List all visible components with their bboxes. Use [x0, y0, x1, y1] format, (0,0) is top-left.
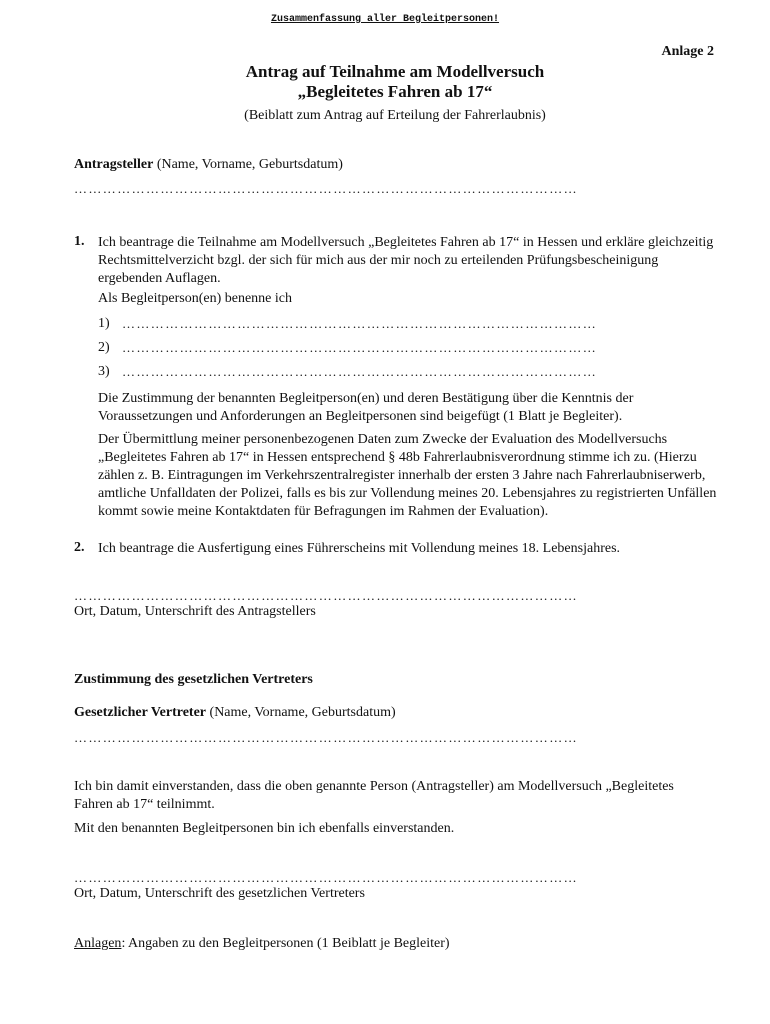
antragsteller-field[interactable]: …………………………………………………………………………………………… [74, 181, 578, 196]
top-banner: Zusammenfassung aller Begleitpersonen! [270, 14, 500, 25]
anlagen-line [74, 936, 450, 952]
zustimmung-text: Die Zustimmung der benannten Begleitperson(en) und deren Bestätigung über die Kenntnis der Voraussetzungen und Anforderungen an Begleitpersonen sind beigefügt (1 Blatt je Begleiter). [98, 391, 634, 424]
antragsteller-label [74, 157, 343, 173]
title-line-2: „Begleitetes Fahren ab 17“ [297, 82, 493, 101]
section-1-text: Ich beantrage die Teilnahme am Modellversuch „Begleitetes Fahren ab 17“ in Hessen und erkläre gleichzeitig Rechtsmittelverzicht bzgl. der sich für mich aus der mir noch zu erteilenden Prüfungsbescheinigung ergebenden Auflagen. [98, 235, 714, 286]
anlage-label: Anlage 2 [661, 44, 714, 59]
section-1-number: 1. [74, 234, 85, 249]
begleitperson-field-2[interactable]: ……………………………………………………………………………………… [122, 340, 598, 355]
anlagen-text: : Angaben zu den Begleitpersonen (1 Beiblatt je Begleiter) [121, 936, 450, 951]
vertreter-signature-field[interactable]: …………………………………………………………………………………………… [74, 870, 578, 885]
subtitle: (Beiblatt zum Antrag auf Erteilung der Fahrerlaubnis) [244, 108, 546, 123]
begleitperson-num-2: 2) [98, 340, 110, 355]
section-2-text: Ich beantrage die Ausfertigung eines Führerscheins mit Vollendung meines 18. Lebensjahres. [98, 541, 621, 556]
datenschutz-text: Der Übermittlung meiner personenbezogenen Daten zum Zwecke der Evaluation des Modellversuchs „Begleitetes Fahren ab 17“ in Hessen entsprechend § 48b Fahrerlaubnisverordnung stimme ich zu. (Hierzu zählen z. B. Eintragungen im Verkehrszentralregister innerhalb der ersten 3 Jahre nach Fahrerlaubniserwerb, amtliche Unfalldaten der Polizei, falls es bis zur Vollendung meines 20. Lebensjahres zu registrierten Unfällen kommt sowie meine Kontaktdaten für Befragungen im Rahmen der Evaluation). [98, 432, 717, 519]
antragsteller-label-bold: Antragsteller [74, 157, 154, 172]
vertreter-signature-label: Ort, Datum, Unterschrift des gesetzlichen Vertreters [74, 886, 365, 901]
antragsteller-label-rest: (Name, Vorname, Geburtsdatum) [153, 157, 343, 172]
antragsteller-signature-label: Ort, Datum, Unterschrift des Antragstellers [74, 604, 316, 619]
vertreter-label-bold: Gesetzlicher Vertreter [74, 705, 207, 720]
vertreter-consent-1: Ich bin damit einverstanden, dass die oben genannte Person (Antragsteller) am Modellversuch „Begleitetes Fahren ab 17“ teilnimmt. [74, 779, 674, 812]
vertreter-consent-2: Mit den benannten Begleitpersonen bin ich ebenfalls einverstanden. [74, 821, 455, 836]
section-2-number: 2. [74, 540, 85, 555]
vertreter-heading: Zustimmung des gesetzlichen Vertreters [74, 672, 313, 687]
antragsteller-signature-field[interactable]: …………………………………………………………………………………………… [74, 588, 578, 603]
vertreter-label-rest: (Name, Vorname, Geburtsdatum) [206, 705, 396, 720]
vertreter-field[interactable]: …………………………………………………………………………………………… [74, 730, 578, 745]
title-line-1: Antrag auf Teilnahme am Modellversuch [245, 62, 545, 81]
begleitperson-num-1: 1) [98, 316, 110, 331]
begleitpersonen-intro: Als Begleitperson(en) benenne ich [98, 291, 292, 306]
anlagen-label: Anlagen [74, 936, 122, 951]
vertreter-label [74, 705, 396, 721]
begleitperson-num-3: 3) [98, 364, 110, 379]
begleitperson-field-3[interactable]: ……………………………………………………………………………………… [122, 364, 598, 379]
begleitperson-field-1[interactable]: ……………………………………………………………………………………… [122, 316, 598, 331]
